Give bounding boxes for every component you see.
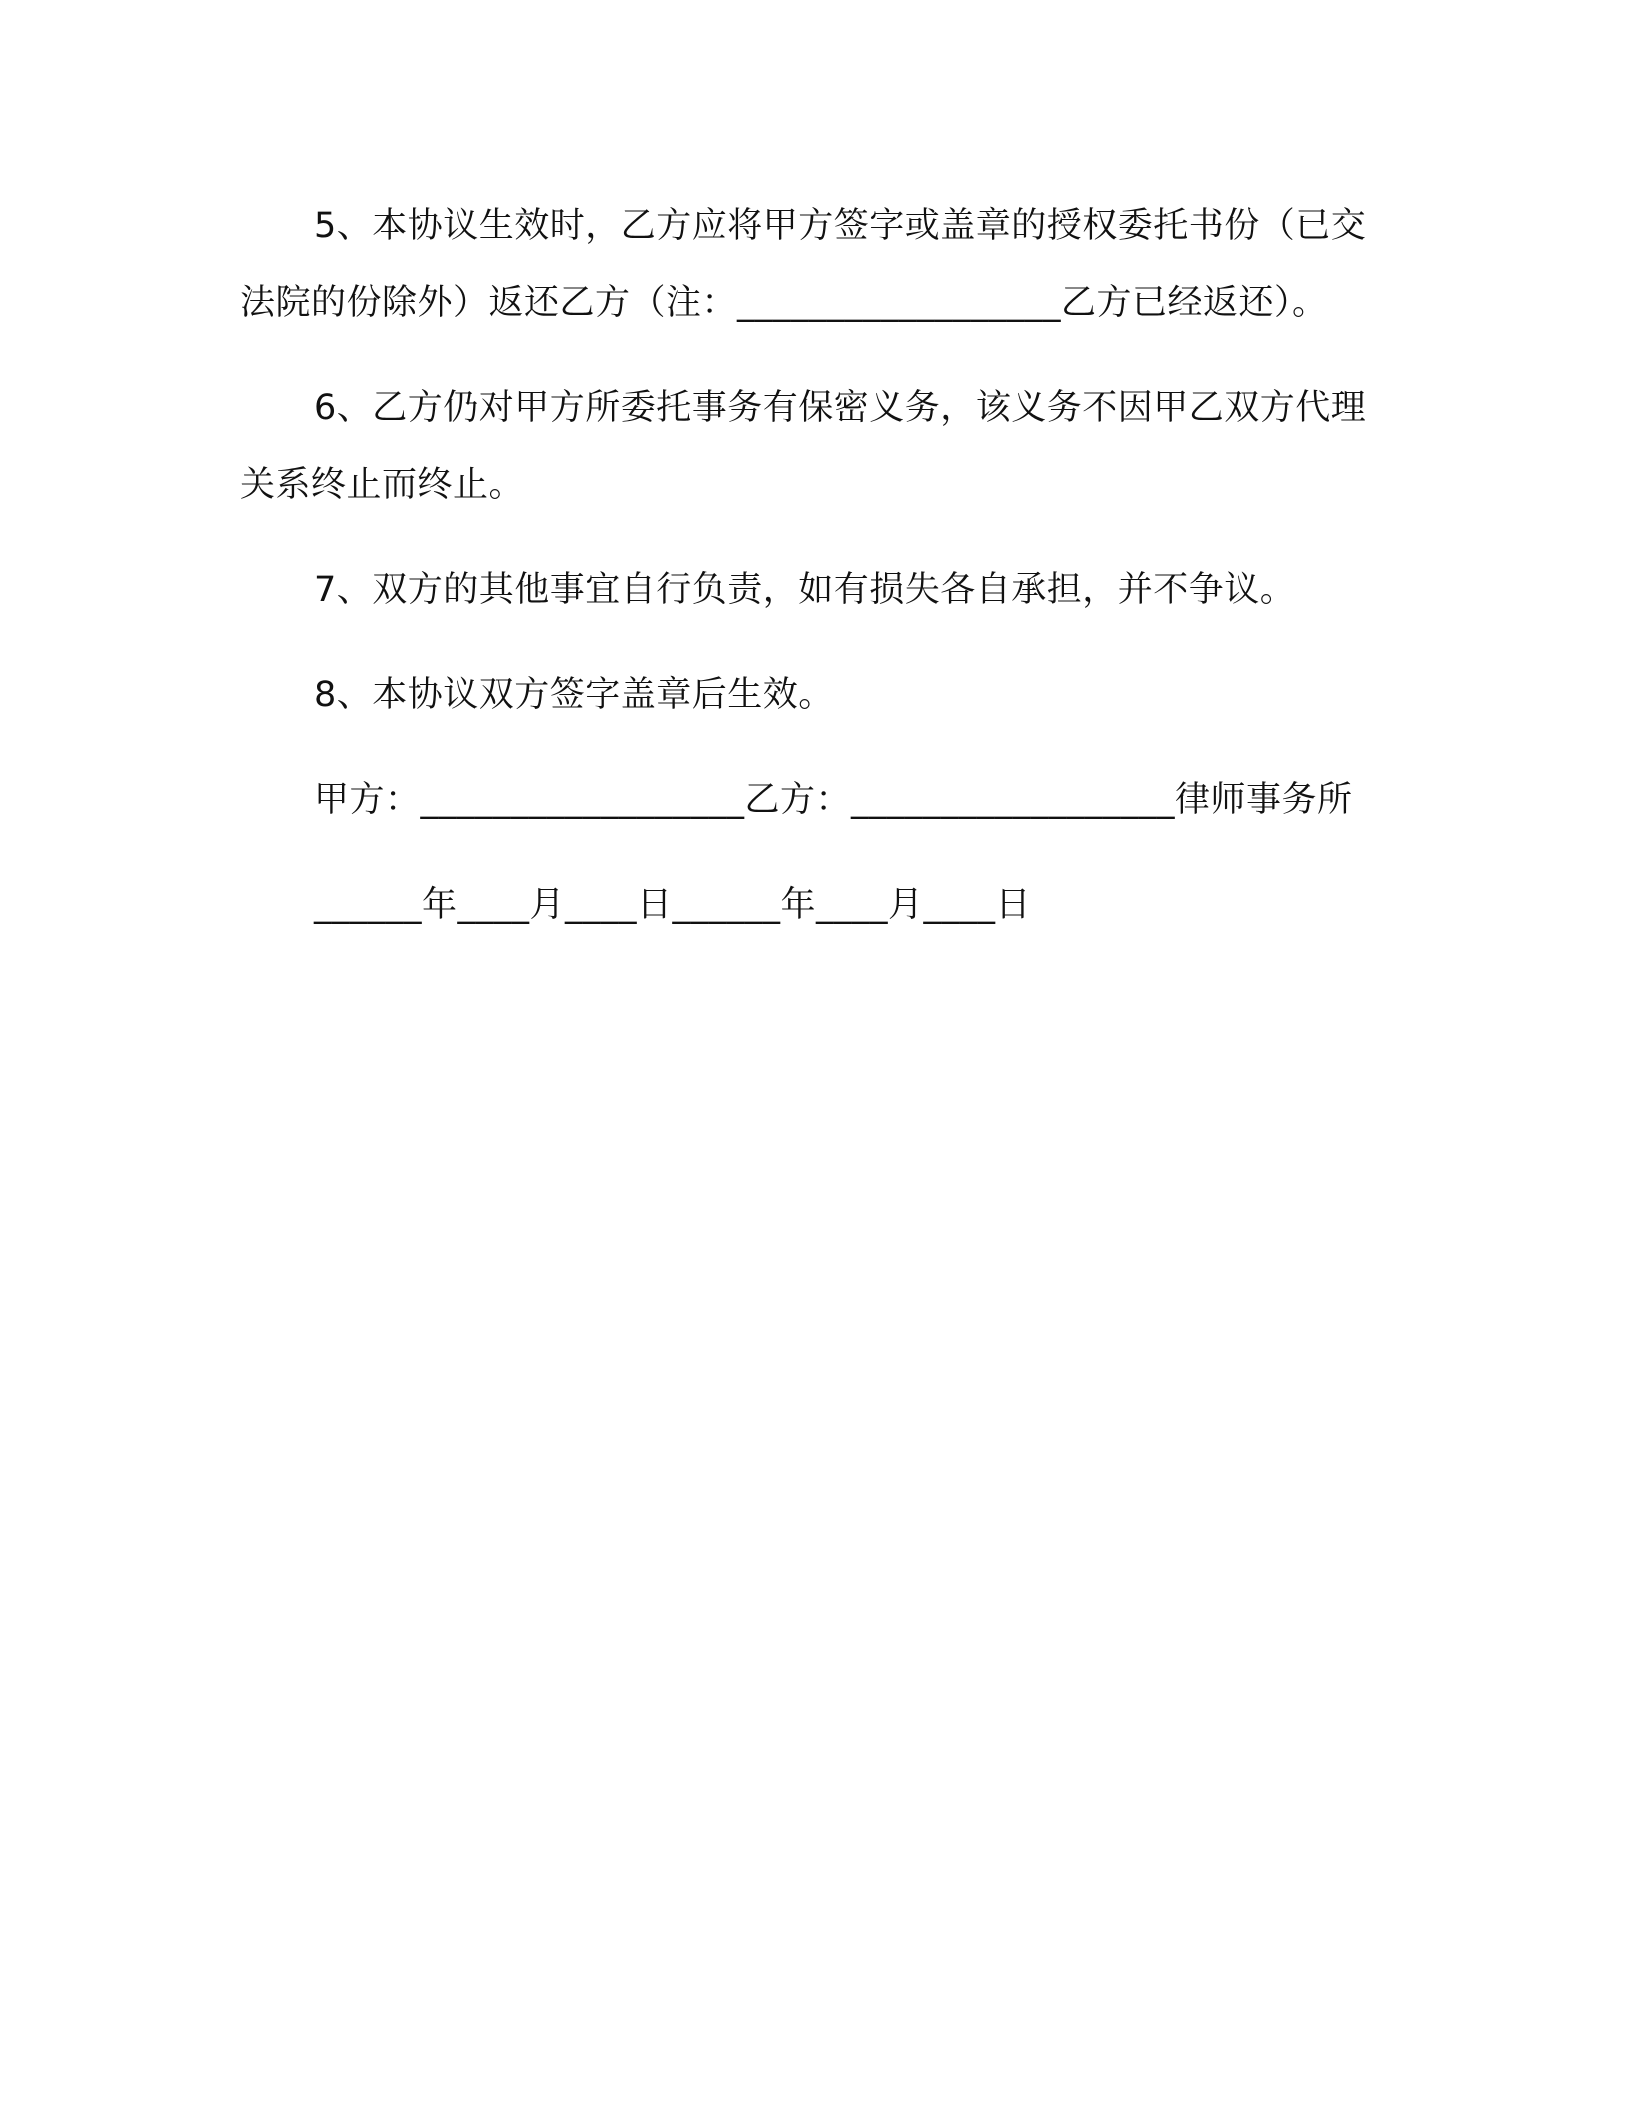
document-body: [240, 188, 1380, 972]
date-line: ______年____月____日______年____月____日: [314, 885, 1032, 925]
clause-5-paragraph: 5、本协议生效时，乙方应将甲方签字或盖章的授权委托书份（已交法院的份除外）返还乙方（注：__________________乙方已经返还）。: [240, 206, 1367, 323]
signature-line: 甲方：__________________乙方：__________________律师事务所: [314, 780, 1353, 820]
clause-8-paragraph: 8、本协议双方签字盖章后生效。: [314, 675, 834, 715]
clause-6-paragraph: 6、乙方仍对甲方所委托事务有保密义务，该义务不因甲乙双方代理关系终止而终止。: [240, 388, 1367, 505]
clause-7-paragraph: 7、双方的其他事宜自行负责，如有损失各自承担，并不争议。: [314, 570, 1296, 610]
